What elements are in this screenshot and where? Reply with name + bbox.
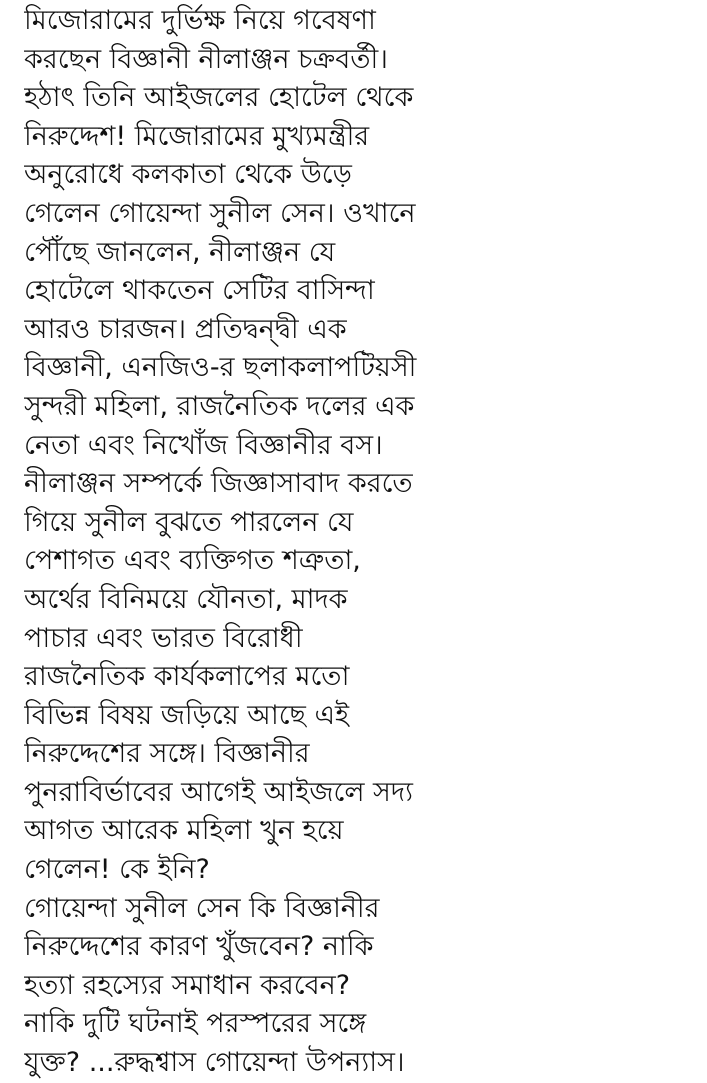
blurb-line: নাকি দুটি ঘটনাই পরস্পরের সঙ্গে xyxy=(24,1008,367,1040)
blurb-line: বিজ্ঞানী, এনজিও-র ছলাকলাপটিয়সী xyxy=(24,352,417,384)
blurb-line: নিরুদ্দেশ! মিজোরামের মুখ্যমন্ত্রীর xyxy=(24,120,370,152)
blurb-line: যুক্ত? ...রুদ্ধশ্বাস গোয়েন্দা উপন্যাস। xyxy=(24,1047,405,1079)
blurb-line: পুনরাবির্ভাবের আগেই আইজলে সদ্য xyxy=(24,776,413,808)
blurb-line: গেলেন! কে ইনি? xyxy=(24,854,210,886)
blurb-line: হোটেলে থাকতেন সেটির বাসিন্দা xyxy=(24,275,375,307)
blurb-line: নিরুদ্দেশের সঙ্গে। বিজ্ঞানীর xyxy=(24,738,310,770)
blurb-line: সুন্দরী মহিলা, রাজনৈতিক দলের এক xyxy=(24,390,415,422)
blurb-line: গোয়েন্দা সুনীল সেন কি বিজ্ঞানীর xyxy=(24,892,380,924)
blurb-line: পৌঁছে জানলেন, নীলাঞ্জন যে xyxy=(24,236,336,268)
blurb-line: মিজোরামের দুর্ভিক্ষ নিয়ে গবেষণা xyxy=(24,5,376,36)
blurb-line: রাজনৈতিক কার্যকলাপের মতো xyxy=(24,661,350,693)
blurb-line: গিয়ে সুনীল বুঝতে পারলেন যে xyxy=(24,506,354,538)
blurb-line: অনুরোধে কলকাতা থেকে উড়ে xyxy=(24,159,352,191)
blurb-line: আগত আরেক মহিলা খুন হয়ে xyxy=(24,815,344,847)
blurb-line: করছেন বিজ্ঞানী নীলাঞ্জন চক্রবর্তী। xyxy=(24,43,388,75)
blurb-line: আরও চারজন। প্রতিদ্বন্দ্বী এক xyxy=(24,313,347,345)
blurb-line: বিভিন্ন বিষয় জড়িয়ে আছে এই xyxy=(24,699,350,731)
blurb-line: হত্যা রহস্যের সমাধান করবেন? xyxy=(24,969,351,1001)
blurb-line: নিরুদ্দেশের কারণ খুঁজবেন? নাকি xyxy=(24,931,374,963)
blurb-line: পেশাগত এবং ব্যক্তিগত শত্রুতা, xyxy=(24,545,361,577)
blurb-line: পাচার এবং ভারত বিরোধী xyxy=(24,622,303,654)
blurb-line: নেতা এবং নিখোঁজ বিজ্ঞানীর বস। xyxy=(24,429,383,461)
blurb-text xyxy=(24,2,694,1083)
blurb-line: নীলাঞ্জন সম্পর্কে জিজ্ঞাসাবাদ করতে xyxy=(24,468,413,500)
blurb-line: অর্থের বিনিময়ে যৌনতা, মাদক xyxy=(24,583,348,615)
blurb-line: হঠাৎ তিনি আইজলের হোটেল থেকে xyxy=(24,82,414,114)
blurb-line: গেলেন গোয়েন্দা সুনীল সেন। ওখানে xyxy=(24,197,416,229)
